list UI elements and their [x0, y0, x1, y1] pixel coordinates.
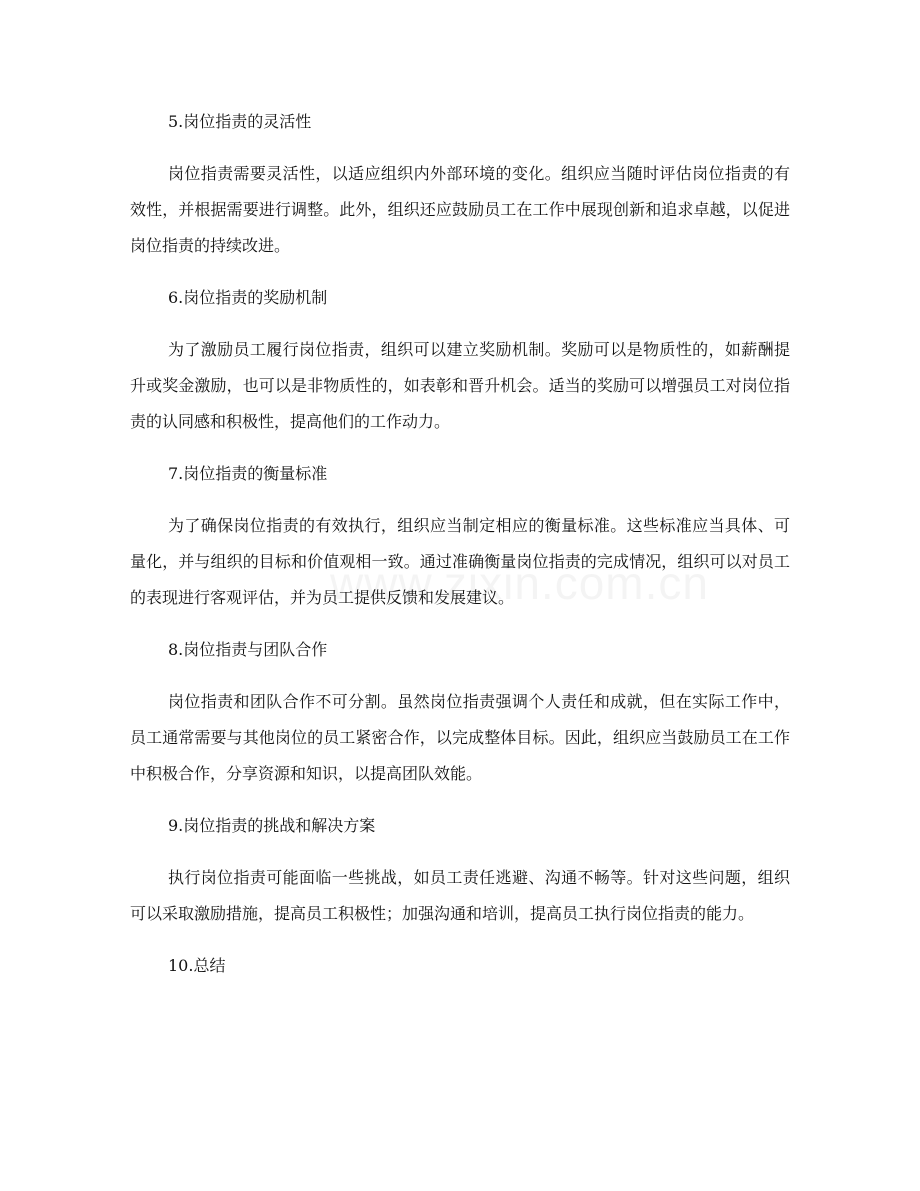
section-heading-8: 8.岗位指责与团队合作	[168, 640, 328, 659]
section-heading-10: 10.总结	[168, 956, 226, 975]
section-body-6: 为了激励员工履行岗位指责，组织可以建立奖励机制。奖励可以是物质性的，如薪酬提升或奖金激励，也可以是非物质性的，如表彰和晋升机会。适当的奖励可以增强员工对岗位指责的认同感和积极性，提高他们的工作动力。	[130, 340, 790, 431]
section-body-8: 岗位指责和团队合作不可分割。虽然岗位指责强调个人责任和成就，但在实际工作中，员工通常需要与其他岗位的员工紧密合作，以完成整体目标。因此，组织应当鼓励员工在工作中积极合作，分享资源和知识，以提高团队效能。	[130, 692, 790, 783]
section-body-7: 为了确保岗位指责的有效执行，组织应当制定相应的衡量标准。这些标准应当具体、可量化，并与组织的目标和价值观相一致。通过准确衡量岗位指责的完成情况，组织可以对员工的表现进行客观评估，并为员工提供反馈和发展建议。	[130, 516, 790, 607]
section-heading-5: 5.岗位指责的灵活性	[168, 112, 312, 131]
section-body-5: 岗位指责需要灵活性，以适应组织内外部环境的变化。组织应当随时评估岗位指责的有效性，并根据需要进行调整。此外，组织还应鼓励员工在工作中展现创新和追求卓越，以促进岗位指责的持续改进。	[130, 164, 790, 255]
section-heading-7: 7.岗位指责的衡量标准	[168, 464, 328, 483]
section-body-9: 执行岗位指责可能面临一些挑战，如员工责任逃避、沟通不畅等。针对这些问题，组织可以采取激励措施，提高员工积极性；加强沟通和培训，提高员工执行岗位指责的能力。	[130, 868, 790, 923]
section-heading-9: 9.岗位指责的挑战和解决方案	[168, 816, 376, 835]
document-content	[130, 104, 790, 984]
section-heading-6: 6.岗位指责的奖励机制	[168, 288, 328, 307]
